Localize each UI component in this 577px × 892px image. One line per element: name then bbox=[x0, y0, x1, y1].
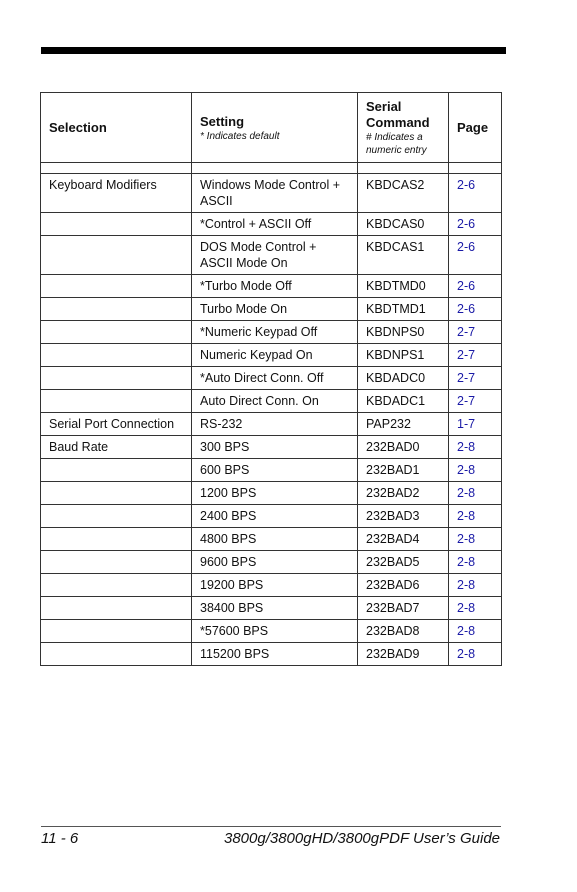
setting-cell: *Auto Direct Conn. Off bbox=[192, 367, 358, 390]
setting-cell: 115200 BPS bbox=[192, 643, 358, 666]
page-link[interactable]: 2-8 bbox=[457, 601, 476, 615]
page-link[interactable]: 2-7 bbox=[457, 348, 476, 362]
page-cell bbox=[449, 390, 502, 413]
page-cell bbox=[449, 413, 502, 436]
page-link[interactable]: 2-8 bbox=[457, 532, 476, 546]
header-setting-label: Setting bbox=[200, 113, 245, 129]
header-serial-command-note: # Indicates a numeric entry bbox=[366, 132, 427, 156]
page-link[interactable]: 2-8 bbox=[457, 578, 476, 592]
selection-cell bbox=[41, 643, 192, 666]
page-link[interactable]: 2-7 bbox=[457, 325, 476, 339]
setting-cell: *57600 BPS bbox=[192, 620, 358, 643]
setting-cell: Turbo Mode On bbox=[192, 298, 358, 321]
setting-cell: Windows Mode Control + ASCII bbox=[192, 174, 358, 213]
page-cell bbox=[449, 174, 502, 213]
table-row bbox=[41, 551, 502, 574]
header-serial-command-label: Serial Command bbox=[366, 99, 430, 130]
serial-command-cell: 232BAD0 bbox=[358, 436, 449, 459]
page-cell bbox=[449, 459, 502, 482]
page-link[interactable]: 2-7 bbox=[457, 371, 476, 385]
page-link[interactable]: 2-6 bbox=[457, 279, 476, 293]
setting-cell: 19200 BPS bbox=[192, 574, 358, 597]
page-cell bbox=[449, 597, 502, 620]
page-link[interactable]: 2-8 bbox=[457, 624, 476, 638]
serial-command-cell: PAP232 bbox=[358, 413, 449, 436]
page-cell bbox=[449, 505, 502, 528]
page-link[interactable]: 2-8 bbox=[457, 509, 476, 523]
table-row bbox=[41, 213, 502, 236]
setting-cell: 2400 BPS bbox=[192, 505, 358, 528]
setting-cell: *Numeric Keypad Off bbox=[192, 321, 358, 344]
serial-command-cell: 232BAD7 bbox=[358, 597, 449, 620]
serial-command-cell: KBDNPS1 bbox=[358, 344, 449, 367]
page-cell bbox=[449, 574, 502, 597]
serial-command-cell: KBDCAS0 bbox=[358, 213, 449, 236]
table-row bbox=[41, 574, 502, 597]
footer-guide-title: 3800g/3800gHD/3800gPDF User’s Guide bbox=[223, 830, 500, 847]
page-link[interactable]: 2-6 bbox=[457, 240, 476, 254]
page-cell bbox=[449, 213, 502, 236]
table-row bbox=[41, 505, 502, 528]
table-row bbox=[41, 321, 502, 344]
page-link[interactable]: 2-6 bbox=[457, 178, 476, 192]
header-setting bbox=[192, 93, 358, 163]
selection-cell bbox=[41, 213, 192, 236]
setting-cell: DOS Mode Control + ASCII Mode On bbox=[192, 236, 358, 275]
setting-cell: 9600 BPS bbox=[192, 551, 358, 574]
setting-cell: RS-232 bbox=[192, 413, 358, 436]
page-cell bbox=[449, 482, 502, 505]
selection-cell: Baud Rate bbox=[41, 436, 192, 459]
page-cell bbox=[449, 298, 502, 321]
table-row bbox=[41, 344, 502, 367]
page-link[interactable]: 2-6 bbox=[457, 217, 476, 231]
setting-cell: 4800 BPS bbox=[192, 528, 358, 551]
command-table bbox=[40, 92, 502, 666]
page-cell bbox=[449, 344, 502, 367]
table-row bbox=[41, 174, 502, 213]
selection-cell bbox=[41, 367, 192, 390]
serial-command-cell: KBDADC1 bbox=[358, 390, 449, 413]
setting-cell: 1200 BPS bbox=[192, 482, 358, 505]
table-row bbox=[41, 367, 502, 390]
table-row bbox=[41, 236, 502, 275]
serial-command-cell: KBDTMD1 bbox=[358, 298, 449, 321]
selection-cell: Serial Port Connection bbox=[41, 413, 192, 436]
serial-command-cell: 232BAD1 bbox=[358, 459, 449, 482]
selection-cell bbox=[41, 344, 192, 367]
footer-page-number: 11 - 6 bbox=[41, 830, 79, 847]
page-link[interactable]: 2-8 bbox=[457, 440, 476, 454]
header-setting-note: * Indicates default bbox=[200, 130, 280, 142]
selection-cell bbox=[41, 505, 192, 528]
top-rule bbox=[41, 47, 506, 54]
selection-cell bbox=[41, 574, 192, 597]
table-row bbox=[41, 459, 502, 482]
selection-cell bbox=[41, 236, 192, 275]
header-spacer bbox=[41, 163, 502, 174]
selection-cell bbox=[41, 275, 192, 298]
selection-cell bbox=[41, 551, 192, 574]
page-cell bbox=[449, 528, 502, 551]
table-row bbox=[41, 275, 502, 298]
serial-command-cell: 232BAD9 bbox=[358, 643, 449, 666]
selection-cell bbox=[41, 528, 192, 551]
serial-command-cell: 232BAD3 bbox=[358, 505, 449, 528]
setting-cell: 600 BPS bbox=[192, 459, 358, 482]
serial-command-cell: KBDNPS0 bbox=[358, 321, 449, 344]
page-link[interactable]: 2-8 bbox=[457, 555, 476, 569]
table-row bbox=[41, 413, 502, 436]
page-link[interactable]: 2-7 bbox=[457, 394, 476, 408]
setting-cell: Numeric Keypad On bbox=[192, 344, 358, 367]
serial-command-cell: KBDCAS1 bbox=[358, 236, 449, 275]
setting-cell: 38400 BPS bbox=[192, 597, 358, 620]
serial-command-cell: 232BAD4 bbox=[358, 528, 449, 551]
selection-cell bbox=[41, 482, 192, 505]
page-cell bbox=[449, 367, 502, 390]
page-cell bbox=[449, 643, 502, 666]
header-selection: Selection bbox=[41, 93, 192, 163]
page-link[interactable]: 1-7 bbox=[457, 417, 476, 431]
selection-cell: Keyboard Modifiers bbox=[41, 174, 192, 213]
header-row bbox=[41, 93, 502, 163]
selection-cell bbox=[41, 459, 192, 482]
setting-cell: 300 BPS bbox=[192, 436, 358, 459]
table-row bbox=[41, 390, 502, 413]
table-row bbox=[41, 528, 502, 551]
page-cell bbox=[449, 321, 502, 344]
page-cell bbox=[449, 275, 502, 298]
page-cell bbox=[449, 236, 502, 275]
page-link[interactable]: 2-8 bbox=[457, 486, 476, 500]
header-serial-command bbox=[358, 93, 449, 163]
page-cell bbox=[449, 436, 502, 459]
setting-cell: *Turbo Mode Off bbox=[192, 275, 358, 298]
table-body bbox=[41, 174, 502, 666]
page-link[interactable]: 2-6 bbox=[457, 302, 476, 316]
setting-cell: Auto Direct Conn. On bbox=[192, 390, 358, 413]
table-row bbox=[41, 597, 502, 620]
serial-command-cell: 232BAD6 bbox=[358, 574, 449, 597]
serial-command-cell: 232BAD2 bbox=[358, 482, 449, 505]
selection-cell bbox=[41, 321, 192, 344]
page-cell bbox=[449, 551, 502, 574]
header-page: Page bbox=[449, 93, 502, 163]
serial-command-cell: KBDTMD0 bbox=[358, 275, 449, 298]
serial-command-cell: KBDADC0 bbox=[358, 367, 449, 390]
page-cell bbox=[449, 620, 502, 643]
footer-rule bbox=[41, 826, 501, 827]
table-row bbox=[41, 436, 502, 459]
page-link[interactable]: 2-8 bbox=[457, 463, 476, 477]
serial-command-cell: KBDCAS2 bbox=[358, 174, 449, 213]
table-row bbox=[41, 643, 502, 666]
page-link[interactable]: 2-8 bbox=[457, 647, 476, 661]
table-row bbox=[41, 620, 502, 643]
table-row bbox=[41, 482, 502, 505]
serial-command-cell: 232BAD8 bbox=[358, 620, 449, 643]
selection-cell bbox=[41, 390, 192, 413]
table-row bbox=[41, 298, 502, 321]
serial-command-cell: 232BAD5 bbox=[358, 551, 449, 574]
selection-cell bbox=[41, 298, 192, 321]
selection-cell bbox=[41, 620, 192, 643]
selection-cell bbox=[41, 597, 192, 620]
setting-cell: *Control + ASCII Off bbox=[192, 213, 358, 236]
